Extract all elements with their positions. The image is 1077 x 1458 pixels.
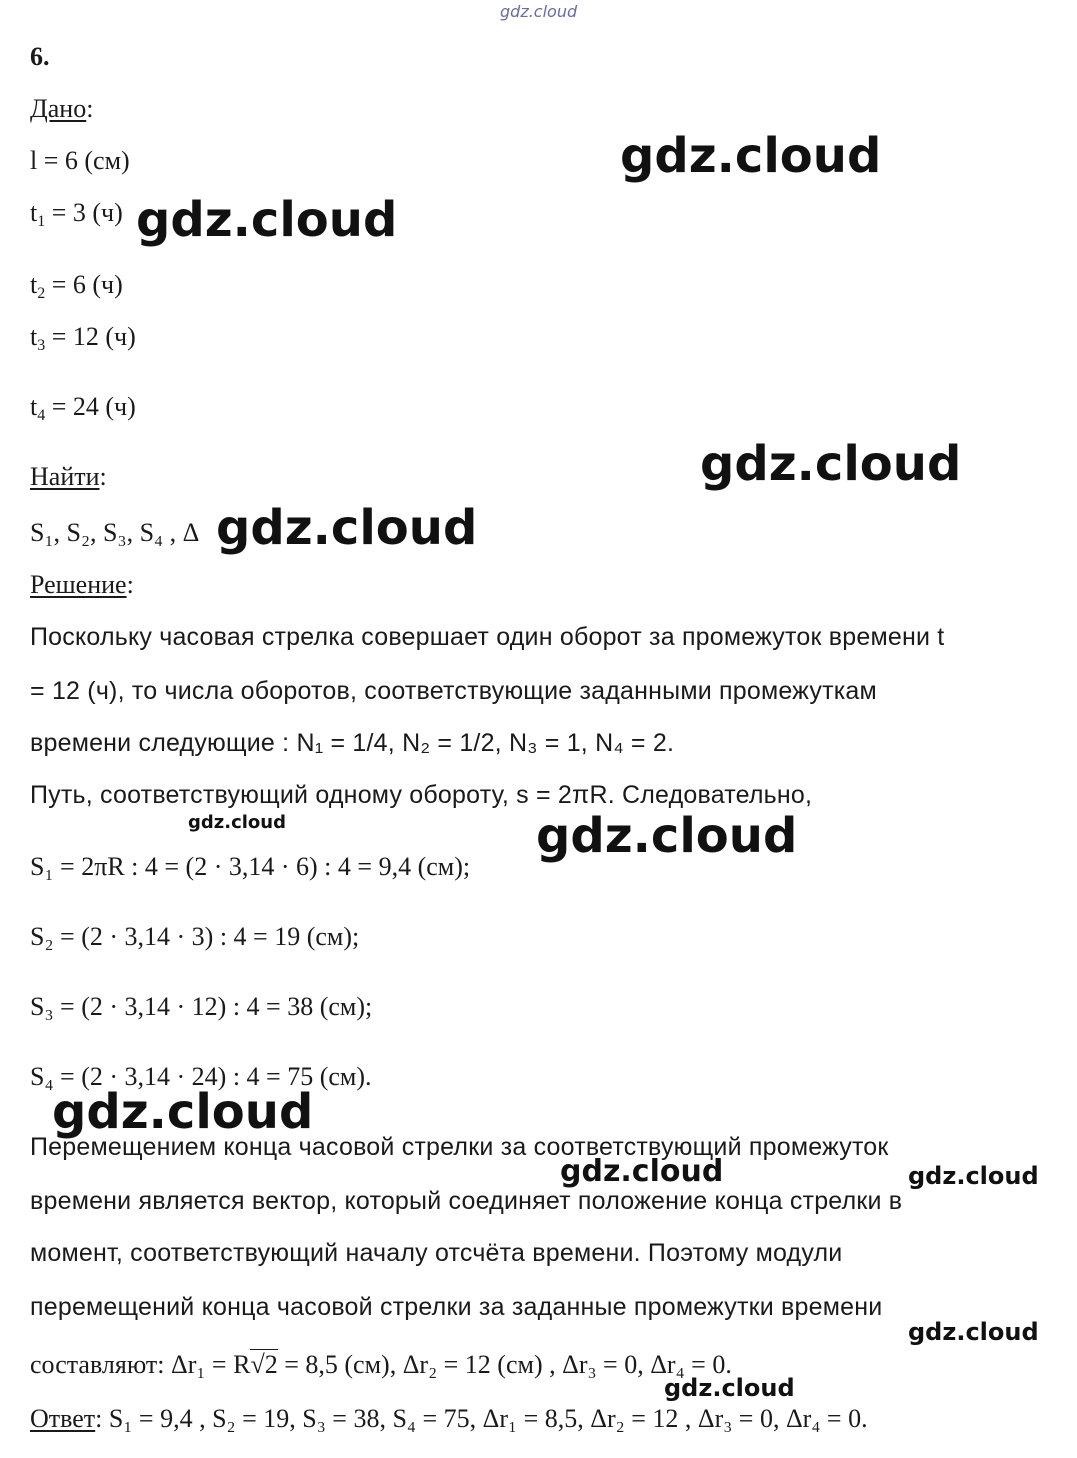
watermark: gdz.cloud xyxy=(188,812,286,833)
formula-s3: S₃ = (2 · 3,14 · 12) : 4 = 38 (см); xyxy=(30,992,373,1021)
solution-text: Перемещением конца часовой стрелки за соответствующий промежуток xyxy=(30,1133,889,1161)
watermark: gdz.cloud xyxy=(560,1154,724,1189)
given-t2: $t_2 = 6$ (ч) xyxy=(30,270,123,302)
find-heading: Найти: xyxy=(30,462,107,491)
watermark: gdz.cloud xyxy=(216,500,478,556)
solution-text: времени следующие : N₁ = 1/4, N₂ = 1/2, N₃ = 1, N₄ = 2. xyxy=(30,729,675,757)
formula-s4: S₄ = (2 · 3,14 · 24) : 4 = 75 (см). xyxy=(30,1062,372,1091)
solution-text: Путь, соответствующий одному обороту, s = 2πR. Следовательно, xyxy=(30,781,813,809)
watermark: gdz.cloud xyxy=(136,192,398,248)
watermark: gdz.cloud xyxy=(700,436,962,492)
displacement-result: составляют: Δr₁ = R√2 = 8,5 (см), Δr₂ = 12 (см) , Δr₃ = 0, Δr₄ = 0. xyxy=(30,1350,732,1379)
solution-text: времени является вектор, который соединяет положение конца стрелки в xyxy=(30,1187,903,1215)
solution-text: момент, соответствующий началу отсчёта времени. Поэтому модули xyxy=(30,1239,843,1267)
watermark: gdz.cloud xyxy=(908,1318,1039,1346)
watermark: gdz.cloud xyxy=(664,1374,795,1402)
solution-text: перемещений конца часовой стрелки за заданные промежутки времени xyxy=(30,1293,883,1321)
watermark: gdz.cloud xyxy=(908,1162,1039,1190)
watermark: gdz.cloud xyxy=(620,128,882,184)
solution-text: Поскольку часовая стрелка совершает один оборот за промежуток времени t xyxy=(30,623,945,651)
given-t1: $t_1 = 3$ (ч) xyxy=(30,198,123,230)
task-number: 6. xyxy=(30,42,50,71)
given-t3: $t_3 = 12$ (ч) xyxy=(30,322,136,354)
watermark-top: gdz.cloud xyxy=(500,2,578,21)
given-heading: Дано: xyxy=(30,94,94,123)
formula-s2: S₂ = (2 · 3,14 · 3) : 4 = 19 (см); xyxy=(30,922,360,951)
solution-heading: Решение: xyxy=(30,570,134,599)
formula-s1: S₁ = 2πR : 4 = (2 · 3,14 · 6) : 4 = 9,4 (см); xyxy=(30,852,471,881)
given-length: l = 6 (см) xyxy=(30,146,130,175)
watermark: gdz.cloud xyxy=(536,808,798,864)
solution-text: = 12 (ч), то числа оборотов, соответствующие заданными промежуткам xyxy=(30,677,877,705)
sqrt-sign: √2 xyxy=(250,1350,278,1379)
answer-line: Ответ: S₁ = 9,4 , S₂ = 19, S₃ = 38, S₄ = 75, Δr₁ = 8,5, Δr₂ = 12 , Δr₃ = 0, Δr₄ = 0. xyxy=(30,1404,868,1433)
find-items: S₁, S₂, S₃, S₄ , Δ xyxy=(30,518,200,547)
watermark: gdz.cloud xyxy=(52,1084,314,1140)
given-t4: $t_4 = 24$ (ч) xyxy=(30,392,136,424)
